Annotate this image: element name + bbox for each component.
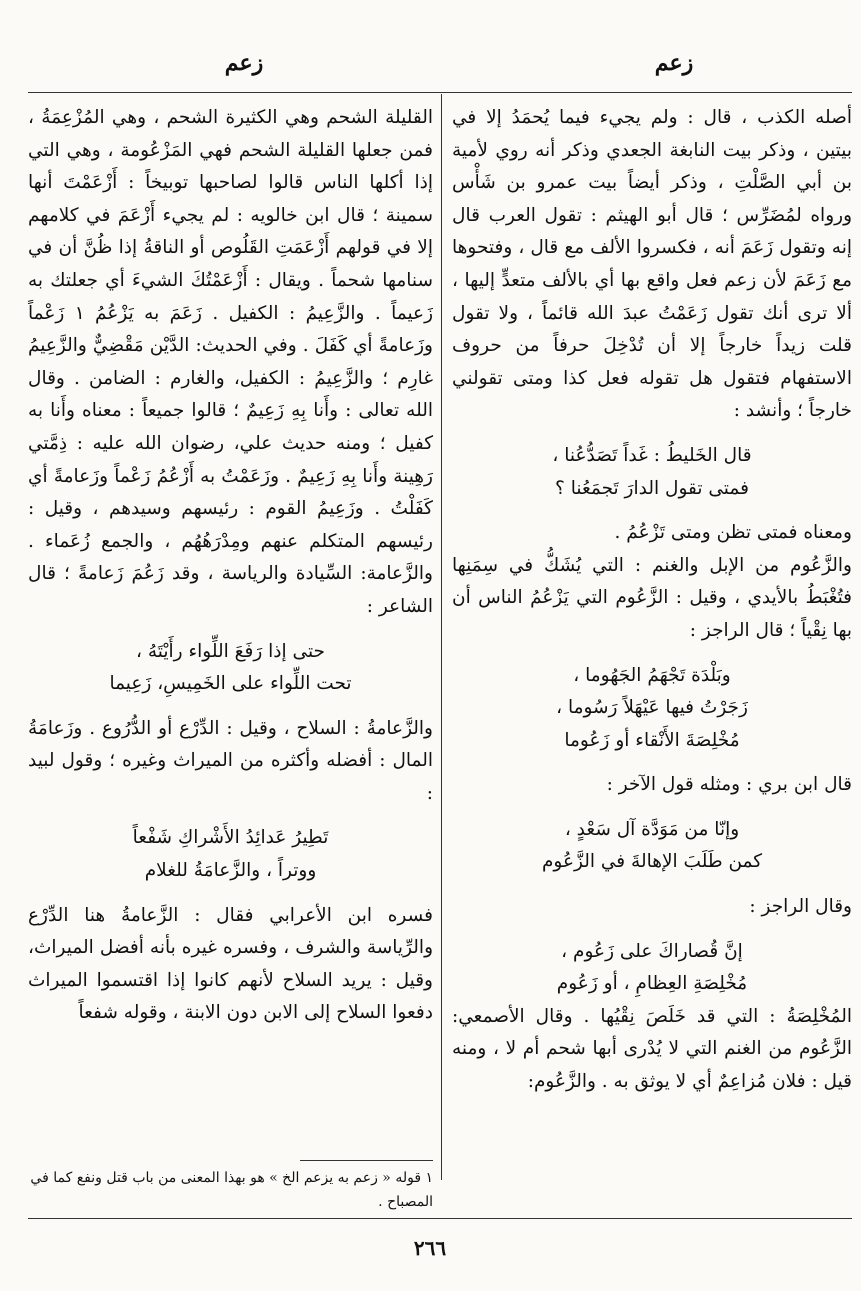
footnote-rule <box>300 1160 433 1161</box>
right-verse-1b: فمتى تقول الدارَ تَجمَعُنا ؟ <box>555 477 749 499</box>
header-rule <box>28 92 852 93</box>
right-verse-4a: إنَّ قُصاراكَ على زَعُوم ، <box>561 940 743 962</box>
right-verse-3a: وإنّا من مَوَدَّة آل سَعْدٍ ، <box>564 818 740 840</box>
right-verse-2a: وبَلْدَة تَجْهَمُ الجَهُوما ، <box>573 664 731 686</box>
right-paragraph-4: قال ابن بري : ومثله قول الآخر : <box>606 774 852 796</box>
left-column <box>28 102 433 1030</box>
page-number: ٢٦٦ <box>413 1236 447 1260</box>
header-left-word: زعم <box>224 50 264 76</box>
right-verse-3b: كمن طَلَبَ الإهالةَ في الزَّعُوم <box>541 851 763 873</box>
header-right-word: زعم <box>654 50 694 76</box>
footnote: ۱ قوله « زعم به يزعم الخ » هو بهذا المعنى من باب قتل ونفع كما في المصباح . <box>30 1170 433 1210</box>
left-paragraph-1: القليلة الشحم وهي الكثيرة الشحم ، وهي المُزْعِمَةُ ، فمن جعلها القليلة الشحم فهي المَزْعُومة ، وهي التي إذا أكلها الناس قالوا لصاحبها توبيخاً : أَزْعَمْتَ أنها سمينة ؛ قال ابن خالويه : لم يجيء أَزْعَمَ في كلامهم إلا في قولهم أَزْعَمَتِ القَلُوص أو الناقةُ إذا ظُنَّ أن في سنامها شحماً . ويقال : أَزْعَمْتُكَ الشيءَ أي جعلتك به زَعيماً . والزَّعِيمُ : الكفيل . زَعَمَ به يَزْعُمُ ۱ زَعْماً وزَعامةً أي كَفَلَ . وفي الحديث: الدَّيْن مَقْضِيٌّ والزَّعِيمُ غارِم ؛ والزَّعِيمُ : الكفيل، والغارم : الضامن . وقال الله تعالى : وأَنا بِهِ زَعِيمٌ ؛ قالوا جميعاً : معناه وأَنا به كفيل ؛ ومنه حديث علي، رضوان الله عليه : ذِمَّتي رَهِينة وأَنا بِهِ زَعِيمٌ . وزَعَمْتُ به أَزْعُمُ زَعْماً وزَعامةً أي كَفَلْتُ . وزَعِيمُ القوم : رئيسهم وسيدهم ، وقيل : رئيسهم المتكلم عنهم ومِدْرَهُهُم ، والجمع زُعَماء . والزَّعامة: السِّيادة والرياسة ، وقد زَعُمَ زَعامةً ؛ قال الشاعر : <box>28 107 434 617</box>
left-paragraph-3: فسره ابن الأعرابي فقال : الزَّعامةُ هنا الدِّرْع والرِّياسة والشرف ، وفسره غيره بأنه أفضل الميراث، وقيل : يريد السلاح لأنهم كانوا إذا اقتسموا الميراث دفعوا السلاح إلى الابن دون الابنة ، وقوله شفعاً <box>28 904 433 1024</box>
left-verse-1b: تحت اللِّواء على الخَمِيسِ، زَعِيما <box>109 673 352 695</box>
right-column <box>452 102 852 1099</box>
right-verse-2c: مُخْلِصَةَ الأَنْقاء أو زَعُوما <box>564 729 740 751</box>
left-verse-1a: حتى إذا رَفَعَ اللِّواء رأَيْتَهُ ، <box>136 640 325 662</box>
right-verse-2b: زَجَرْتُ فيها عَيْهَلاً رَسُوما ، <box>556 697 748 719</box>
footer-rule <box>28 1218 852 1219</box>
column-divider <box>441 94 442 1180</box>
right-paragraph-2: ومعناه فمتى تظن ومتى تَزْعُمُ . <box>614 522 852 544</box>
right-verse-4b: مُخْلِصَةِ العِظامِ ، أو زَعُوم <box>556 973 748 995</box>
right-paragraph-5: وقال الراجز : <box>749 896 852 918</box>
right-verse-1a: قال الخَليطُ : غَداً تَصَدُّعُنا ، <box>552 444 752 466</box>
left-paragraph-2: والزَّعامةُ : السلاح ، وقيل : الدِّرْع أو الدُّرُوع . وزَعامَةُ المال : أفضله وأكثره من الميراث وغيره ؛ وقول لبيد : <box>28 717 433 804</box>
right-paragraph-6: المُخْلِصَةُ : التي قد خَلَصَ نِقْيُها . وقال الأصمعي: الزَّعُوم من الغنم التي لا يُدْرى أبها شحم أم لا ، ومنه قيل : فلان مُزاعِمٌ أي لا يوثق به . والزَّعُوم: <box>452 1005 852 1093</box>
left-verse-2b: ووتراً ، والزَّعامَةُ للغلام <box>144 860 317 882</box>
right-paragraph-1: أصله الكذب ، قال : ولم يجيء فيما يُحمَدُ إلا في بيتين ، وذكر بيت النابغة الجعدي وذكر أنه روي لأمية بن أبي الصَّلْتِ ، وذكر أيضاً بيت عمرو بن شَأْس ورواه لمُضَرِّس ؛ قال أبو الهيثم : تقول العرب قال إنه وتقول زَعَمَ أنه ، فكسروا الألف مع قال ، وفتحوها مع زَعَمَ لأن زعم فعل واقع بها أي بالألف متعدٍّ إليها ، ألا ترى أنك تقول زَعَمْتُ عبدَ الله قائماً ، ولا تقول قلت زيداً خارجاً إلا أن تُدْخِلَ حرفاً من حروف الاستفهام فتقول هل تقوله فعل كذا ومتى تقولني خارجاً ؛ وأنشد : <box>452 107 852 422</box>
left-verse-2a: تَطِيرُ عَدائِدُ الأَشْراكِ شَفْعاً <box>132 827 329 849</box>
right-paragraph-3: والزَّعُوم من الإبل والغنم : التي يُشَكُّ في سِمَنِها فتُغْبَطُ بالأيدي ، وقيل : الزَّعُوم التي يَزْعُمُ الناس أن بها نِقْياً ؛ قال الراجز : <box>452 554 852 641</box>
